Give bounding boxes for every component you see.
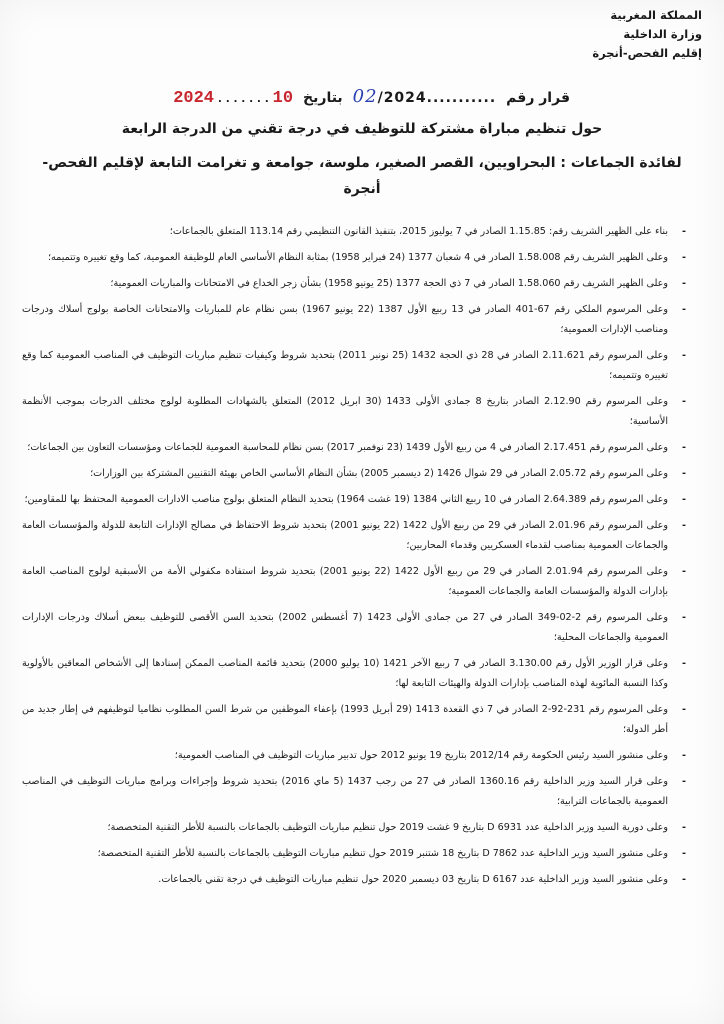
preamble-item-text: وعلى المرسوم رقم 2.64.389 الصادر في 10 ربيع الثاني 1384 (19 غشت 1964) بتحديد النظام المتعلق بولوج مناصب الادارات العمومية المحتفظ بها للمقاومين؛ — [24, 494, 668, 505]
preamble-item-text: وعلى المرسوم رقم 2.12.90 الصادر بتاريخ 8 جمادى الأولى 1433 (30 ابريل 2012) المتعلق بالشهادات المطلوبة لولوج مختلف الدرجات بموجب الأنظمة الأساسية؛ — [22, 396, 668, 427]
preamble-item — [22, 516, 688, 556]
decision-label: قرار رقم — [506, 90, 570, 106]
preamble-list — [22, 222, 688, 896]
preamble-item — [22, 700, 688, 740]
preamble-item — [22, 392, 688, 432]
bullet-dash: - — [682, 874, 686, 885]
preamble-item-text: وعلى منشور السيد وزير الداخلية عدد D 7862 بتاريخ 18 شتنبر 2019 حول تنظيم مباريات التوظيف بالجماعات بالنسبة للأطر التقنية المتخصصة؛ — [97, 848, 668, 859]
preamble-item — [22, 438, 688, 458]
preamble-item-text: وعلى منشور السيد رئيس الحكومة رقم 2012/14 بتاريخ 19 يونيو 2012 حول تدبير مباريات التوظيف في المناصب العمومية؛ — [174, 750, 668, 761]
bullet-dash: - — [682, 442, 686, 453]
bullet-dash: - — [682, 278, 686, 289]
bullet-dash: - — [682, 776, 686, 787]
handwritten-number: 02 — [352, 86, 378, 107]
preamble-item — [22, 772, 688, 812]
preamble-item-text: وعلى المرسوم رقم 2.05.72 الصادر في 29 شوال 1426 (2 ديسمبر 2005) بشأن النظام الأساسي الخاص بهيئة التقنيين المشتركة بين الوزارات؛ — [90, 468, 668, 479]
kingdom-label: المملكة المغربية — [610, 8, 702, 22]
preamble-item-text: وعلى الظهير الشريف رقم 1.58.008 الصادر في 4 شعبان 1377 (24 فبراير 1958) بمثابة النظام الأساسي العام للوظيفة العمومية، كما وقع تغييره وتتميمه؛ — [47, 252, 668, 263]
bullet-dash: - — [682, 520, 686, 531]
preamble-item-text: وعلى المرسوم رقم 2.11.621 الصادر في 28 ذي الحجة 1432 (25 نونبر 2011) بتحديد شروط وكيفيات تنظيم مباريات التوظيف في المناصب العمومية كما وقع تغييره وتتميمه؛ — [22, 350, 668, 381]
preamble-item — [22, 844, 688, 864]
preamble-item — [22, 818, 688, 838]
preamble-item — [22, 746, 688, 766]
preamble-item-text: وعلى منشور السيد وزير الداخلية عدد D 6167 بتاريخ 03 ديسمبر 2020 حول تنظيم مباريات التوظيف في درجة تقني بالجماعات. — [158, 874, 668, 885]
preamble-item — [22, 464, 688, 484]
bullet-dash: - — [682, 848, 686, 859]
preamble-item-text: وعلى قرار السيد وزير الداخلية رقم 1360.16 الصادر في 27 من رجب 1437 (5 ماي 2016) بتحديد شروط وإجراءات وبرامج مباريات التوظيف في المناصب العمومية بالجماعات الترابية؛ — [22, 776, 669, 807]
bullet-dash: - — [682, 252, 686, 263]
preamble-item — [22, 222, 688, 242]
ministry-label: وزارة الداخلية — [623, 27, 702, 41]
bullet-dash: - — [682, 658, 686, 669]
preamble-item-text: وعلى قرار الوزير الأول رقم 3.130.00 الصادر في 7 ربيع الآخر 1421 (10 يوليو 2000) بتحديد قائمة المناصب الممكن إسنادها إلى الأشخاص المعاقين بالأولوية وكذا النسبة المائوية لهذه المناصب بإدارات الدولة والهيئات التابعة لها؛ — [22, 658, 669, 689]
date-label: بتاريخ — [303, 90, 343, 106]
decision-title-line-2: لفائدة الجماعات : البحراويين، القصر الصغير، ملوسة، جوامعة و تغرامت التابعة لإقليم الفحص-أنجرة — [42, 155, 682, 197]
bullet-dash: - — [682, 350, 686, 361]
province-label: إقليم الفحص-أنجرة — [592, 46, 702, 60]
bullet-dash: - — [682, 468, 686, 479]
preamble-item — [22, 562, 688, 602]
preamble-item — [22, 346, 688, 386]
preamble-item-text: وعلى المرسوم الملكي رقم 67-401 الصادر في 13 ربيع الأول 1387 (22 يونيو 1967) بسن نظام عام للمباريات والامتحانات الخاصة بولوج أسلاك ودرجات ومناصب الإدارات العمومية؛ — [22, 304, 669, 335]
preamble-item — [22, 654, 688, 694]
bullet-dash: - — [682, 704, 686, 715]
decision-number-field: ...........02/2024 — [352, 86, 497, 107]
preamble-item-text: وعلى المرسوم رقم 2.01.96 الصادر في 29 من ربيع الأول 1422 (22 يونيو 2001) بتحديد شروط الاحتفاظ في مصالح الإدارات التابعة للدولة والمؤسسات العامة والجماعات العمومية بمناصب لقدماء العسكريين وقدماء المحاربين؛ — [22, 520, 668, 551]
preamble-item-text: وعلى الظهير الشريف رقم 1.58.060 الصادر في 7 ذي الحجة 1377 (25 يونيو 1958) بشأن زجر الخداع في الامتحانات والمباريات العمومية؛ — [110, 278, 668, 289]
preamble-item — [22, 300, 688, 340]
preamble-item — [22, 870, 688, 890]
preamble-item-text: وعلى المرسوم رقم 2-02-349 الصادر في 27 من جمادى الأولى 1423 (7 أغسطس 2002) بتحديد السن الأقصى للتوظيف ببعض أسلاك ودرجات الإدارات العمومية والجماعات المحلية؛ — [22, 612, 668, 643]
bullet-dash: - — [682, 750, 686, 761]
bullet-dash: - — [682, 566, 686, 577]
ministry-header — [592, 6, 702, 63]
bullet-dash: - — [682, 396, 686, 407]
bullet-dash: - — [682, 494, 686, 505]
preamble-item — [22, 490, 688, 510]
preamble-item-text: وعلى المرسوم رقم 2.17.451 الصادر في 4 من ربيع الأول 1439 (23 نوفمبر 2017) بسن نظام للمحاسبة العمومية للجماعات ومؤسسات التعاون بين الجماعات؛ — [27, 442, 668, 453]
preamble-item-text: وعلى المرسوم رقم 231-92-2 الصادر في 7 ذي القعدة 1413 (29 أبريل 1993) بإعفاء الموظفين من شرط السن المطلوب نظاميا لتوظيفهم في إطار جديد من أطر الدولة؛ — [22, 704, 669, 735]
preamble-item-text: وعلى دورية السيد وزير الداخلية عدد D 6931 بتاريخ 9 غشت 2019 حول تنظيم مباريات التوظيف بالجماعات بالنسبة للأطر التقنية المتخصصة؛ — [107, 822, 668, 833]
decision-number-line — [150, 86, 570, 108]
decision-title-line-1: حول تنظيم مباراة مشتركة للتوظيف في درجة تقني من الدرجة الرابعة — [121, 121, 603, 137]
bullet-dash: - — [682, 822, 686, 833]
bullet-dash: - — [682, 226, 686, 237]
preamble-item — [22, 608, 688, 648]
date-stamp: 10 ....... 2024 — [173, 89, 294, 108]
preamble-item — [22, 248, 688, 268]
preamble-item-text: بناء على الظهير الشريف رقم: 1.15.85 الصادر في 7 يوليوز 2015، بتنفيذ القانون التنظيمي رقم 113.14 المتعلق بالجماعات؛ — [169, 226, 668, 237]
bullet-dash: - — [682, 304, 686, 315]
preamble-item — [22, 274, 688, 294]
bullet-dash: - — [682, 612, 686, 623]
preamble-item-text: وعلى المرسوم رقم 2.01.94 الصادر في 29 من ربيع الأول 1422 (22 يونيو 2001) بتحديد شروط استفادة مكفولي الأمة من الأسبقية لولوج المناصب العامة بإدارات الدولة والمؤسسات العامة والجماعات العمومية؛ — [22, 566, 669, 597]
